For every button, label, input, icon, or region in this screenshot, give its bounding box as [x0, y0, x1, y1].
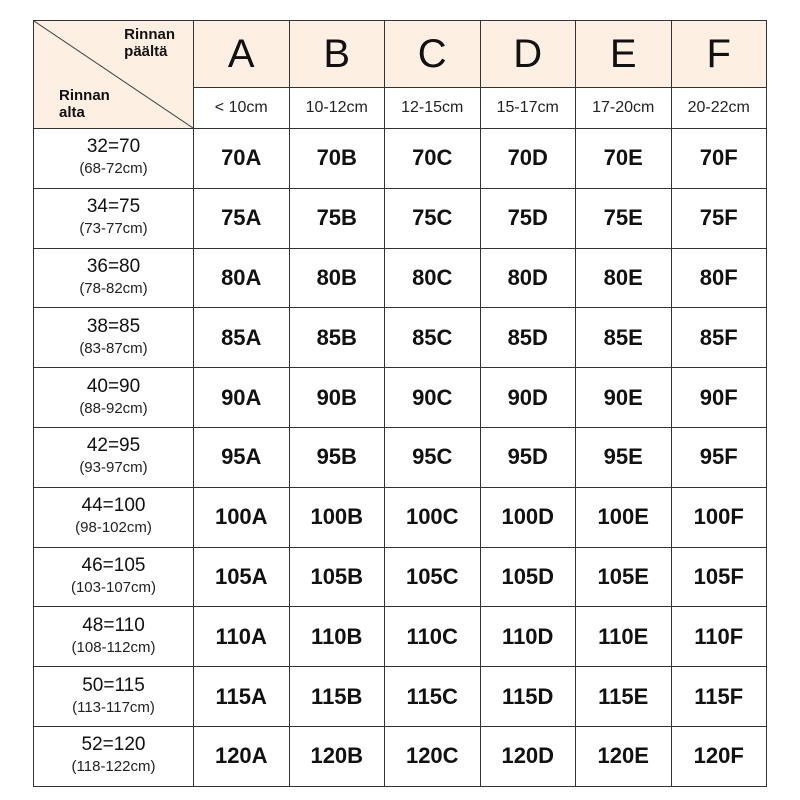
- size-cell: 85C: [385, 308, 481, 368]
- band-size-cell: [34, 607, 194, 667]
- band-range-label: (73-77cm): [79, 220, 148, 238]
- band-range-label: (118-122cm): [71, 758, 156, 776]
- size-cell: 80A: [194, 248, 290, 308]
- size-cell: 85B: [289, 308, 385, 368]
- band-size-cell: [34, 427, 194, 487]
- size-cell: 85F: [671, 308, 767, 368]
- size-cell: 115E: [576, 667, 672, 727]
- size-cell: 100C: [385, 487, 481, 547]
- size-cell: 85E: [576, 308, 672, 368]
- size-cell: 95C: [385, 427, 481, 487]
- band-size-label: 42=95: [86, 435, 141, 457]
- size-cell: 120E: [576, 726, 672, 786]
- band-size-cell: [34, 188, 194, 248]
- size-cell: 95D: [480, 427, 576, 487]
- size-cell: 95B: [289, 427, 385, 487]
- size-cell: 105B: [289, 547, 385, 607]
- cup-letter-row: [34, 21, 767, 88]
- band-range-label: (68-72cm): [79, 160, 148, 178]
- band-range-label: (103-107cm): [70, 578, 157, 596]
- cup-header-e: E: [576, 21, 672, 88]
- size-cell: 95E: [576, 427, 672, 487]
- cup-range-d: 15-17cm: [480, 88, 576, 129]
- band-range-label: (113-117cm): [72, 698, 155, 716]
- band-size-cell: [34, 547, 194, 607]
- size-cell: 115C: [385, 667, 481, 727]
- size-cell: 110A: [194, 607, 290, 667]
- table-row: [34, 667, 767, 727]
- size-cell: 105F: [671, 547, 767, 607]
- cup-range-e: 17-20cm: [576, 88, 672, 129]
- size-cell: 80D: [480, 248, 576, 308]
- cup-range-b: 10-12cm: [289, 88, 385, 129]
- size-cell: 75C: [385, 188, 481, 248]
- size-cell: 80F: [671, 248, 767, 308]
- size-cell: 75E: [576, 188, 672, 248]
- size-cell: 80B: [289, 248, 385, 308]
- table-row: [34, 607, 767, 667]
- corner-header-cell: [34, 21, 194, 129]
- size-cell: 70A: [194, 129, 290, 189]
- cup-range-f: 20-22cm: [671, 88, 767, 129]
- cup-header-d: D: [480, 21, 576, 88]
- size-cell: 110E: [576, 607, 672, 667]
- size-cell: 75B: [289, 188, 385, 248]
- size-cell: 105D: [480, 547, 576, 607]
- size-cell: 75D: [480, 188, 576, 248]
- size-cell: 100E: [576, 487, 672, 547]
- band-size-label: 38=85: [86, 315, 141, 337]
- size-cell: 120D: [480, 726, 576, 786]
- cup-header-a: A: [194, 21, 290, 88]
- band-range-label: (88-92cm): [79, 399, 148, 417]
- size-cell: 120B: [289, 726, 385, 786]
- size-cell: 70E: [576, 129, 672, 189]
- band-size-label: 44=100: [81, 495, 146, 517]
- table-row: [34, 188, 767, 248]
- size-cell: 70C: [385, 129, 481, 189]
- size-cell: 90C: [385, 368, 481, 428]
- band-range-label: (108-112cm): [71, 638, 156, 656]
- size-cell: 80C: [385, 248, 481, 308]
- over-bust-label-text: Rinnan päältä: [124, 26, 175, 60]
- band-size-label: 48=110: [82, 614, 145, 636]
- bra-size-table: [33, 20, 767, 787]
- table-row: [34, 427, 767, 487]
- table-row: [34, 487, 767, 547]
- size-cell: 85A: [194, 308, 290, 368]
- size-cell: 70D: [480, 129, 576, 189]
- size-cell: 75A: [194, 188, 290, 248]
- size-table-body: [34, 129, 767, 787]
- band-size-label: 34=75: [86, 196, 141, 218]
- size-cell: 100F: [671, 487, 767, 547]
- over-bust-label: [124, 26, 175, 60]
- size-cell: 105C: [385, 547, 481, 607]
- under-bust-label: [59, 87, 110, 121]
- band-size-label: 36=80: [86, 255, 141, 277]
- band-size-cell: [34, 667, 194, 727]
- size-cell: 115D: [480, 667, 576, 727]
- cup-range-a: < 10cm: [194, 88, 290, 129]
- under-bust-label-text: Rinnan alta: [59, 87, 110, 121]
- table-row: [34, 547, 767, 607]
- size-cell: 110F: [671, 607, 767, 667]
- cup-header-f: F: [671, 21, 767, 88]
- size-cell: 90D: [480, 368, 576, 428]
- cup-range-c: 12-15cm: [385, 88, 481, 129]
- size-cell: 110B: [289, 607, 385, 667]
- band-range-label: (83-87cm): [79, 339, 148, 357]
- size-cell: 70F: [671, 129, 767, 189]
- size-cell: 80E: [576, 248, 672, 308]
- band-size-label: 32=70: [86, 136, 141, 158]
- size-cell: 95F: [671, 427, 767, 487]
- table-row: [34, 368, 767, 428]
- size-cell: 120F: [671, 726, 767, 786]
- band-size-cell: [34, 308, 194, 368]
- size-cell: 75F: [671, 188, 767, 248]
- band-size-label: 52=120: [81, 734, 146, 756]
- size-cell: 90B: [289, 368, 385, 428]
- size-cell: 90A: [194, 368, 290, 428]
- size-cell: 105E: [576, 547, 672, 607]
- size-cell: 70B: [289, 129, 385, 189]
- cup-header-c: C: [385, 21, 481, 88]
- size-cell: 100A: [194, 487, 290, 547]
- size-cell: 100B: [289, 487, 385, 547]
- band-size-cell: [34, 487, 194, 547]
- band-size-cell: [34, 248, 194, 308]
- band-size-cell: [34, 129, 194, 189]
- band-range-label: (78-82cm): [79, 279, 148, 297]
- cup-header-b: B: [289, 21, 385, 88]
- band-size-label: 46=105: [81, 554, 146, 576]
- table-row: [34, 726, 767, 786]
- band-size-label: 50=115: [82, 674, 145, 696]
- size-cell: 100D: [480, 487, 576, 547]
- table-row: [34, 129, 767, 189]
- band-size-label: 40=90: [86, 375, 141, 397]
- band-size-cell: [34, 726, 194, 786]
- size-cell: 90E: [576, 368, 672, 428]
- band-range-label: (98-102cm): [75, 519, 152, 537]
- band-range-label: (93-97cm): [79, 459, 148, 477]
- band-size-cell: [34, 368, 194, 428]
- size-cell: 95A: [194, 427, 290, 487]
- size-cell: 90F: [671, 368, 767, 428]
- size-cell: 105A: [194, 547, 290, 607]
- size-cell: 85D: [480, 308, 576, 368]
- size-cell: 110C: [385, 607, 481, 667]
- size-cell: 120C: [385, 726, 481, 786]
- table-row: [34, 248, 767, 308]
- size-cell: 115A: [194, 667, 290, 727]
- size-cell: 115F: [671, 667, 767, 727]
- table-row: [34, 308, 767, 368]
- size-cell: 110D: [480, 607, 576, 667]
- size-cell: 120A: [194, 726, 290, 786]
- size-cell: 115B: [289, 667, 385, 727]
